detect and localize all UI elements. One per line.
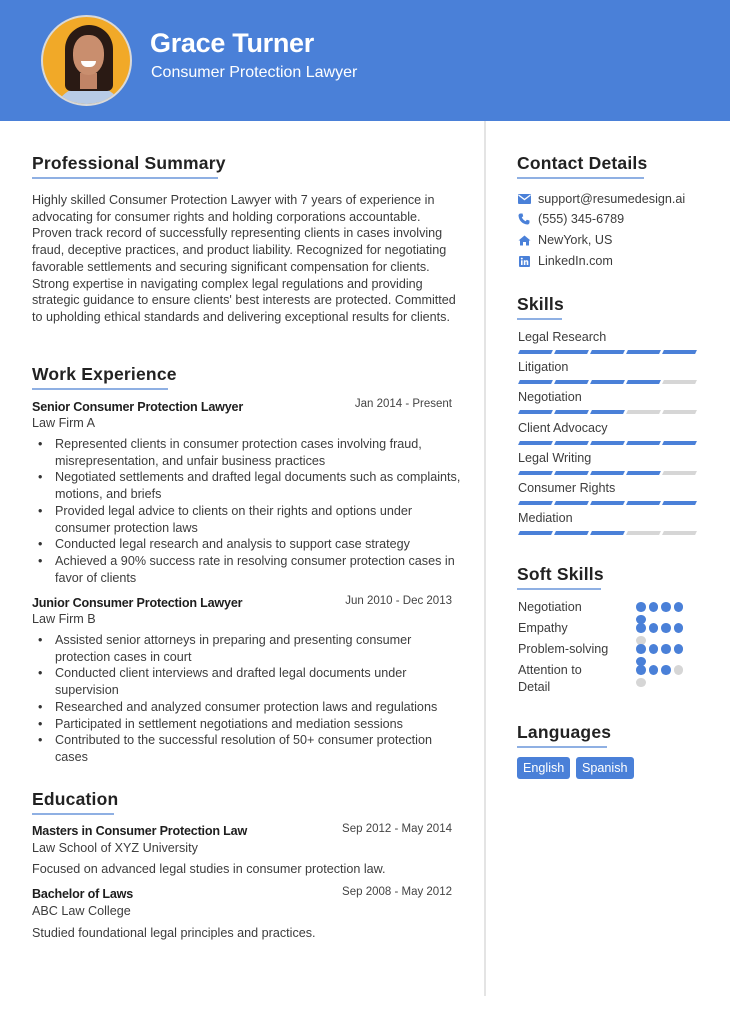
avatar-face-shape <box>73 35 104 75</box>
job-bullet: • Participated in settlement negotiations and mediation sessions <box>32 716 462 733</box>
soft-skill-rating <box>636 602 686 624</box>
skill-level-segment <box>626 441 661 445</box>
skill-level-segment <box>518 380 553 384</box>
languages-heading-underline <box>517 746 607 748</box>
resume-header <box>0 0 730 121</box>
skill-level-segment <box>590 410 625 414</box>
skill-level-segment <box>554 380 589 384</box>
profile-photo <box>41 15 132 106</box>
skill-level-segment <box>662 471 697 475</box>
skill-level-segment <box>626 531 661 535</box>
skill-level-segment <box>626 410 661 414</box>
rating-dot <box>636 644 646 654</box>
skill-level-segment <box>662 501 697 505</box>
contact-location <box>517 233 612 247</box>
job-bullets <box>32 632 462 766</box>
job-date: Jun 2010 - Dec 2013 <box>345 595 452 607</box>
skill-level-bar <box>519 410 696 414</box>
skill-level-bar <box>519 501 696 505</box>
soft-skill-label: Negotiation <box>518 600 582 614</box>
school-name: Law School of XYZ University <box>32 841 198 855</box>
skill-level-segment <box>554 410 589 414</box>
rating-dot <box>661 665 671 675</box>
skill-level-bar <box>519 531 696 535</box>
summary-heading-underline <box>32 177 218 179</box>
skill-level-segment <box>626 501 661 505</box>
contact-linkedin[interactable] <box>517 254 613 268</box>
rating-dot <box>674 602 684 612</box>
contact-heading-underline <box>517 177 644 179</box>
skill-level-segment <box>518 441 553 445</box>
experience-heading: Work Experience <box>32 364 177 384</box>
job-bullet: • Achieved a 90% success rate in resolving consumer protection cases in favor of clients <box>32 553 462 586</box>
contact-email[interactable] <box>517 192 685 206</box>
rating-dot <box>674 665 684 675</box>
skill-level-segment <box>626 350 661 354</box>
summary-text: Highly skilled Consumer Protection Lawyer with 7 years of experience in advocating for consumer rights and holding corporations accountable. Proven track record of successfully representing clients in cases involving fraud, deceptive practices, and product liability. Recognized for negotiating favorable settlements and securing significant compensation for clients. Strong expertise in navigating complex legal regulations and providing strategic guidance to ensure clients' best interests are protected. Committed to upholding ethical standards and delivering exceptional results for clients. <box>32 193 456 324</box>
soft-skill-label: Empathy <box>518 621 568 635</box>
job-bullet: • Conducted client interviews and drafted legal documents under supervision <box>32 665 462 698</box>
skill-label: Litigation <box>518 360 569 375</box>
experience-heading-underline <box>32 388 168 390</box>
education-heading: Education <box>32 789 119 809</box>
summary-heading: Professional Summary <box>32 153 226 173</box>
rating-dot <box>649 602 659 612</box>
job-date: Jan 2014 - Present <box>354 398 452 410</box>
contact-phone[interactable] <box>517 212 624 226</box>
skill-level-bar <box>519 350 696 354</box>
linkedin-icon <box>517 254 531 268</box>
skill-level-segment <box>554 350 589 354</box>
column-divider <box>484 121 486 996</box>
rating-dot <box>636 623 646 633</box>
skill-level-segment <box>554 501 589 505</box>
degree-title: Masters in Consumer Protection Law <box>32 824 248 838</box>
skill-label: Client Advocacy <box>518 420 608 435</box>
envelope-icon <box>517 192 531 206</box>
language-tag-spanish: Spanish <box>576 757 634 779</box>
skill-level-bar <box>519 441 696 445</box>
job-company: Law Firm B <box>32 612 96 626</box>
soft-skill-rating <box>636 665 686 687</box>
education-heading-underline <box>32 813 114 815</box>
skill-level-segment <box>590 380 625 384</box>
job-company: Law Firm A <box>32 416 95 430</box>
skill-level-segment <box>590 501 625 505</box>
skill-level-segment <box>590 441 625 445</box>
contact-heading: Contact Details <box>517 153 648 173</box>
skill-level-segment <box>518 350 553 354</box>
skills-heading-underline <box>517 318 562 320</box>
avatar-neck-shape <box>80 73 97 89</box>
skill-label: Legal Writing <box>518 450 592 465</box>
skill-level-segment <box>590 471 625 475</box>
skill-label: Mediation <box>518 511 573 526</box>
skill-level-segment <box>518 471 553 475</box>
contact-email-text: support@resumedesign.ai <box>538 192 686 206</box>
contact-location-text: NewYork, US <box>538 233 613 247</box>
language-tag-english: English <box>517 757 570 779</box>
rating-dot <box>674 623 684 633</box>
job-bullet: • Provided legal advice to clients on their rights and options under consumer protection laws <box>32 503 462 536</box>
degree-title: Bachelor of Laws <box>32 887 134 901</box>
job-bullet: • Contributed to the successful resolution of 50+ consumer protection cases <box>32 732 462 765</box>
home-icon <box>517 233 531 247</box>
languages-heading: Languages <box>517 722 612 742</box>
soft-skill-rating <box>636 623 686 645</box>
job-bullet: • Negotiated settlements and drafted legal documents such as complaints, motions, and briefs <box>32 469 462 502</box>
soft-skills-heading: Soft Skills <box>517 564 604 584</box>
job-bullet: • Conducted legal research and analysis to support case strategy <box>32 536 462 553</box>
rating-dot <box>661 623 671 633</box>
skill-level-segment <box>662 531 697 535</box>
rating-dot <box>661 602 671 612</box>
phone-icon <box>517 212 531 226</box>
candidate-name: Grace Turner <box>150 28 314 58</box>
skill-level-segment <box>554 531 589 535</box>
degree-description: Focused on advanced legal studies in consumer protection law. <box>32 862 386 876</box>
soft-skill-rating <box>636 644 686 666</box>
contact-linkedin-text: LinkedIn.com <box>538 254 613 268</box>
school-name: ABC Law College <box>32 904 131 918</box>
degree-date: Sep 2012 - May 2014 <box>342 823 452 835</box>
rating-dot <box>649 644 659 654</box>
candidate-role: Consumer Protection Lawyer <box>151 64 358 81</box>
rating-dot <box>674 644 684 654</box>
skill-level-segment <box>590 350 625 354</box>
skill-level-segment <box>554 441 589 445</box>
skills-heading: Skills <box>517 294 564 314</box>
rating-dot <box>649 665 659 675</box>
skill-level-segment <box>662 380 697 384</box>
job-bullet: • Represented clients in consumer protection cases involving fraud, misrepresentation, and unfair business practices <box>32 436 462 469</box>
skill-level-segment <box>662 441 697 445</box>
skill-label: Negotiation <box>518 390 582 405</box>
skill-level-segment <box>662 350 697 354</box>
rating-dot <box>636 678 646 688</box>
degree-description: Studied foundational legal principles and practices. <box>32 926 316 940</box>
job-bullet: • Researched and analyzed consumer protection laws and regulations <box>32 699 462 716</box>
skill-level-segment <box>626 380 661 384</box>
skill-label: Consumer Rights <box>518 481 616 495</box>
job-bullet: • Assisted senior attorneys in preparing and presenting consumer protection cases in court <box>32 632 462 665</box>
rating-dot <box>636 602 646 612</box>
job-bullets <box>32 436 462 586</box>
rating-dot <box>649 623 659 633</box>
skill-level-bar <box>519 380 696 384</box>
job-title: Senior Consumer Protection Lawyer <box>32 400 244 414</box>
contact-phone-text: (555) 345-6789 <box>538 212 625 226</box>
job-title: Junior Consumer Protection Lawyer <box>32 596 243 610</box>
skill-level-segment <box>518 501 553 505</box>
skill-level-bar <box>519 471 696 475</box>
soft-skill-label: Problem-solving <box>518 642 609 656</box>
skill-level-segment <box>590 531 625 535</box>
rating-dot <box>636 665 646 675</box>
skill-level-segment <box>518 531 553 535</box>
skill-label: Legal Research <box>518 330 607 344</box>
soft-skill-label: Attention to Detail <box>518 663 582 694</box>
rating-dot <box>661 644 671 654</box>
skill-level-segment <box>662 410 697 414</box>
skill-level-segment <box>554 471 589 475</box>
soft-skills-heading-underline <box>517 588 601 590</box>
skill-level-segment <box>626 471 661 475</box>
skill-level-segment <box>518 410 553 414</box>
degree-date: Sep 2008 - May 2012 <box>342 886 452 898</box>
